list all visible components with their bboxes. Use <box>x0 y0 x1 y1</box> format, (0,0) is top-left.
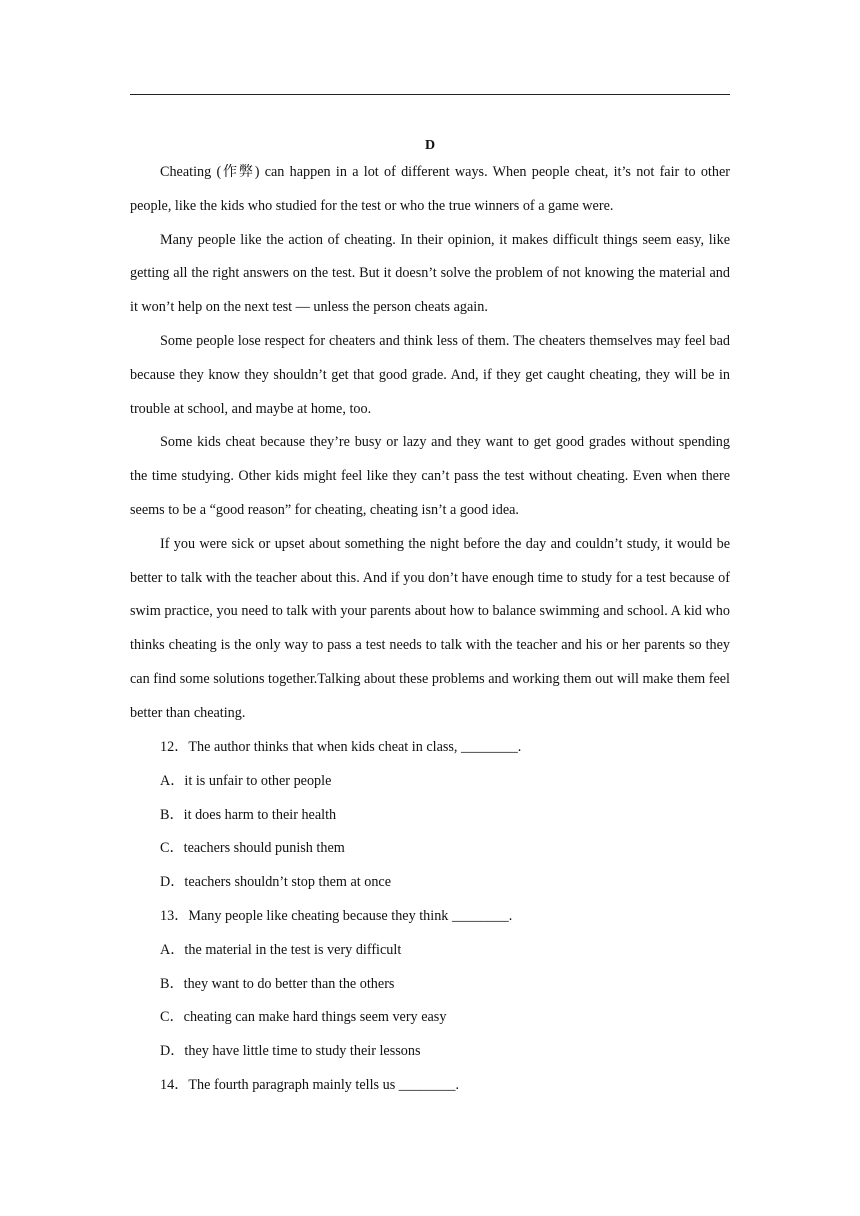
question-12-option-c: C．teachers should punish them <box>160 840 345 857</box>
passage-paragraph-3: Some people lose respect for cheaters and think less of them. The cheaters themselves may feel bad because they know they shouldn’t get that good grade. And, if they get caught cheating, they will be in trouble at school, and maybe at home, too. <box>130 332 730 417</box>
passage-paragraph-5: If you were sick or upset about something the night before the day and couldn’t study, it would be better to talk with the teacher about this. And if you don’t have enough time to study for a test because of swim practice, you need to talk with your parents about how to balance swimming and school. A kid who thinks cheating is the only way to pass a test needs to talk with the teacher and his or her parents so they can find some solutions together.Talking about these problems and working them out will make them feel better than cheating. <box>130 535 730 721</box>
question-12-option-b: B．it does harm to their health <box>160 806 337 823</box>
question-12-stem: 12．The author thinks that when kids cheat in class, ________. <box>160 739 522 755</box>
question-13-option-c: C．cheating can make hard things seem very easy <box>160 1009 447 1026</box>
question-13-option-a: A．the material in the test is very difficult <box>160 941 402 958</box>
question-13-option-b: B．they want to do better than the others <box>160 975 395 992</box>
question-14-stem: 14．The fourth paragraph mainly tells us ________. <box>160 1076 460 1093</box>
passage-paragraph-1: Cheating (作弊) can happen in a lot of different ways. When people cheat, it’s not fair to other people, like the kids who studied for the test or who the true winners of a game were. <box>130 164 730 214</box>
reading-passage <box>130 156 730 731</box>
passage-paragraph-4: Some kids cheat because they’re busy or lazy and they want to get good grades without spending the time studying. Other kids might feel like they can’t pass the test without cheating. Even when there seems to be a “good reason” for cheating, cheating isn’t a good idea. <box>130 434 730 518</box>
question-13-option-d: D．they have little time to study their lessons <box>160 1043 421 1060</box>
question-list <box>130 731 730 1103</box>
passage-paragraph-2: Many people like the action of cheating. In their opinion, it makes difficult things seem easy, like getting all the right answers on the test. But it doesn’t solve the problem of not knowing the material and it won’t help on the next test — unless the person cheats again. <box>130 231 730 316</box>
question-13-stem: 13．Many people like cheating because they think ________. <box>160 907 513 924</box>
question-12-option-d: D．teachers shouldn’t stop them at once <box>160 874 392 891</box>
section-heading: D <box>424 138 436 153</box>
header-rule <box>130 94 730 95</box>
question-12-option-a: A．it is unfair to other people <box>160 772 332 789</box>
